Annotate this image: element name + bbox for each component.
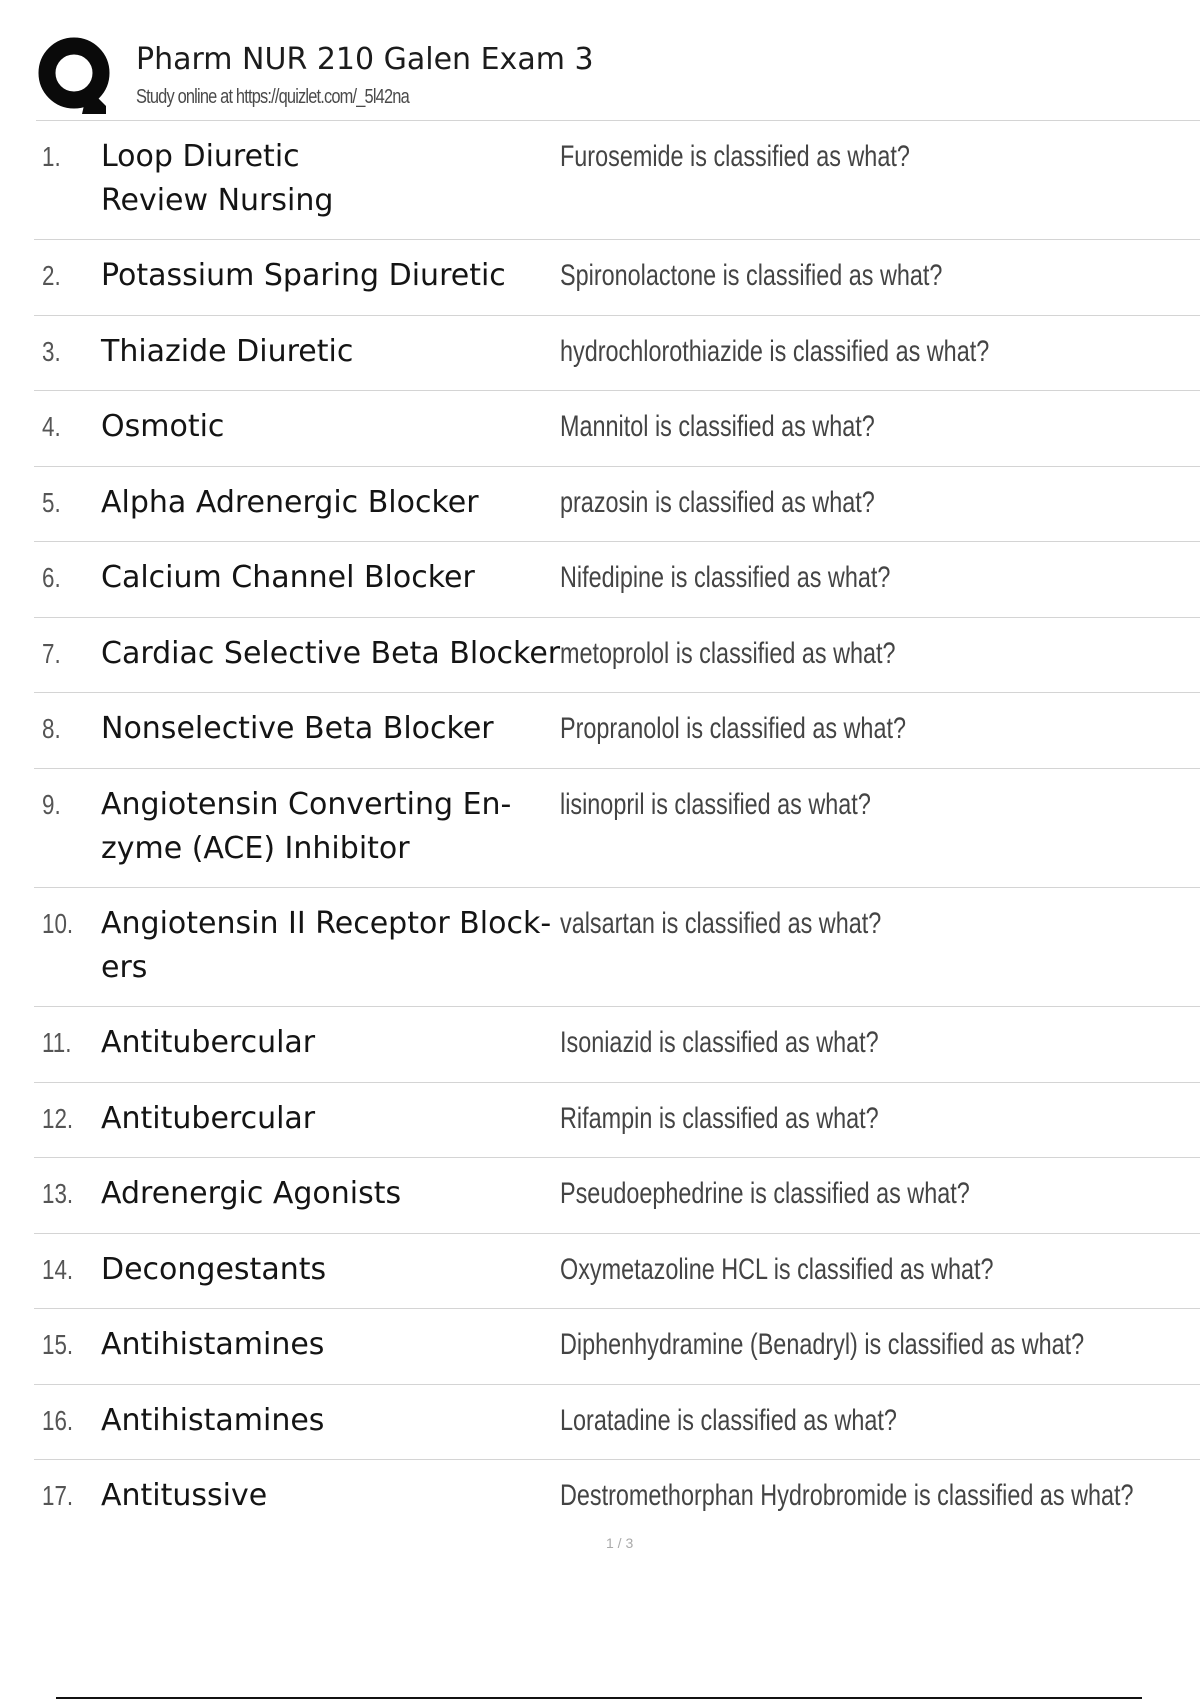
list-item [34, 693, 1200, 769]
list-item [34, 1007, 1200, 1083]
list-item [34, 391, 1200, 467]
item-definition: Rifampin is classified as what? [560, 1102, 879, 1135]
item-term: Decongestants [101, 1252, 327, 1287]
item-number: 13. [42, 1178, 74, 1209]
item-number: 17. [42, 1480, 74, 1511]
list-item [34, 1083, 1200, 1158]
item-term: Antitussive [101, 1478, 268, 1513]
item-term: Thiazide Diuretic [101, 334, 354, 369]
item-definition: Diphenhydramine (Benadryl) is classified as what? [560, 1328, 1085, 1361]
item-term: Antitubercular [101, 1101, 316, 1136]
item-number: 7. [42, 638, 61, 669]
flashcard-list [34, 121, 1200, 1535]
list-item [34, 542, 1200, 618]
item-definition: Oxymetazoline HCL is classified as what? [560, 1253, 994, 1286]
bottom-divider [56, 1697, 1142, 1699]
item-number: 5. [42, 487, 61, 518]
item-term: Calcium Channel Blocker [101, 560, 475, 595]
list-item [34, 467, 1200, 542]
item-definition: Furosemide is classified as what? [560, 140, 910, 173]
item-definition: valsartan is classified as what? [560, 907, 882, 940]
list-item [34, 1309, 1200, 1385]
item-number: 11. [42, 1027, 72, 1058]
list-item [34, 316, 1200, 391]
item-definition: lisinopril is classified as what? [560, 788, 871, 821]
list-item [34, 1385, 1200, 1460]
item-definition: Spironolactone is classified as what? [560, 259, 943, 292]
item-definition: Destromethorphan Hydrobromide is classified as what? [560, 1479, 1134, 1512]
list-item [34, 1158, 1200, 1234]
study-online-link[interactable]: Study online at https://quizlet.com/_5l42na [136, 86, 409, 108]
item-term: Osmotic [101, 409, 225, 444]
page-number: 1 / 3 [606, 1535, 634, 1551]
item-term: Antihistamines [101, 1327, 325, 1362]
item-number: 16. [42, 1405, 74, 1436]
item-term: Antitubercular [101, 1025, 316, 1060]
item-definition: Pseudoephedrine is classified as what? [560, 1177, 970, 1210]
quizlet-logo-icon [36, 36, 116, 114]
list-item [34, 121, 1200, 240]
item-number: 6. [42, 562, 61, 593]
list-item [34, 1234, 1200, 1309]
item-definition: metoprolol is classified as what? [560, 637, 896, 670]
item-number: 12. [42, 1103, 74, 1134]
item-definition: Loratadine is classified as what? [560, 1404, 897, 1437]
item-definition: Isoniazid is classified as what? [560, 1026, 879, 1059]
item-term: Angiotensin II Receptor Block- ers [101, 906, 552, 985]
list-item [34, 240, 1200, 316]
item-term: Loop Diuretic Review Nursing [101, 139, 334, 218]
item-number: 8. [42, 713, 61, 744]
document-title: Pharm NUR 210 Galen Exam 3 [136, 42, 594, 77]
list-item [34, 888, 1200, 1007]
item-term: Antihistamines [101, 1403, 325, 1438]
list-item [34, 769, 1200, 888]
item-number: 3. [42, 336, 61, 367]
item-definition: Propranolol is classified as what? [560, 712, 906, 745]
item-number: 9. [42, 789, 61, 820]
item-term: Adrenergic Agonists [101, 1176, 402, 1211]
item-number: 2. [42, 260, 61, 291]
list-item [34, 618, 1200, 693]
item-number: 15. [42, 1329, 74, 1360]
item-definition: Mannitol is classified as what? [560, 410, 875, 443]
item-number: 14. [42, 1254, 74, 1285]
header [36, 36, 1200, 121]
item-term: Angiotensin Converting En- zyme (ACE) Inhibitor [101, 787, 512, 866]
item-term: Nonselective Beta Blocker [101, 711, 494, 746]
item-definition: Nifedipine is classified as what? [560, 561, 891, 594]
item-number: 4. [42, 411, 61, 442]
item-number: 10. [42, 908, 74, 939]
item-definition: prazosin is classified as what? [560, 486, 875, 519]
item-number: 1. [42, 141, 61, 172]
list-item [34, 1460, 1200, 1535]
item-definition: hydrochlorothiazide is classified as what? [560, 335, 990, 368]
item-term: Potassium Sparing Diuretic [101, 258, 506, 293]
item-term: Cardiac Selective Beta Blocker [101, 636, 561, 671]
item-term: Alpha Adrenergic Blocker [101, 485, 479, 520]
